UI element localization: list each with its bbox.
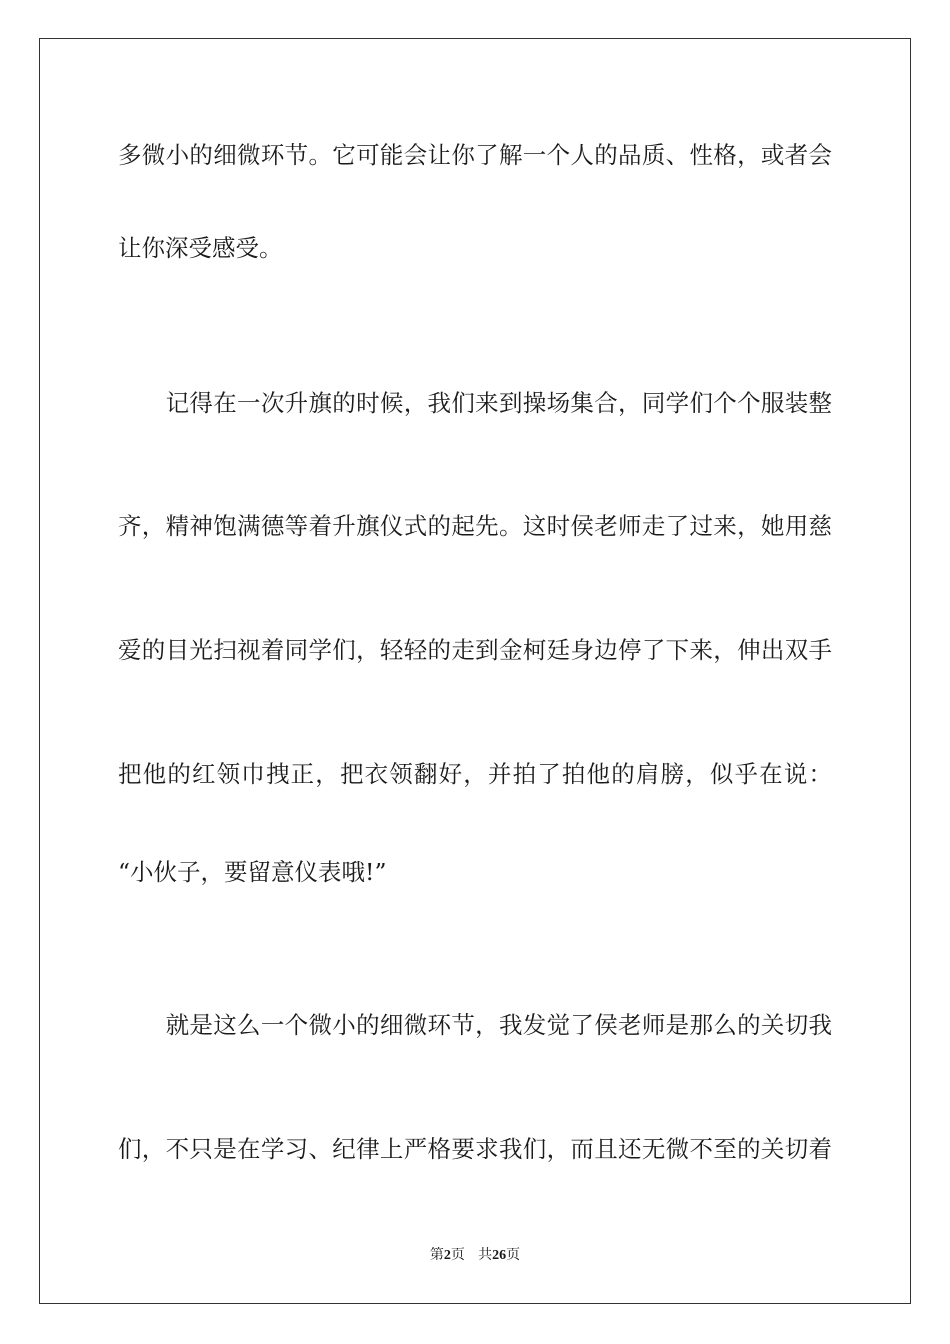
footer-total-prefix: 共 <box>478 1247 493 1263</box>
footer-total-suffix: 页 <box>506 1247 521 1263</box>
paragraph-line-1: 多微小的细微环节。它可能会让你了解一个人的品质、性格，或者会 <box>118 141 832 169</box>
footer-total-pages: 26 <box>492 1248 507 1263</box>
footer-page-prefix: 第 <box>429 1247 444 1263</box>
paragraph-line-2: 让你深受感受。 <box>118 234 283 262</box>
paragraph-line-5: 爱的目光扫视着同学们，轻轻的走到金柯廷身边停了下来，伸出双手 <box>118 636 832 664</box>
footer-page-suffix: 页 <box>450 1247 465 1263</box>
footer-page-number: 2 <box>443 1248 451 1263</box>
paragraph-line-8: 就是这么一个微小的细微环节，我发觉了侯老师是那么的关切我 <box>118 1011 832 1039</box>
paragraph-line-6: 把他的红领巾拽正，把衣领翻好，并拍了拍他的肩膀，似乎在说： <box>118 760 832 788</box>
paragraph-line-3: 记得在一次升旗的时候，我们来到操场集合，同学们个个服装整 <box>118 389 832 417</box>
paragraph-line-9: 们，不只是在学习、纪律上严格要求我们，而且还无微不至的关切着 <box>118 1135 832 1163</box>
page-footer <box>0 1245 950 1266</box>
paragraph-line-4: 齐，精神饱满德等着升旗仪式的起先。这时侯老师走了过来，她用慈 <box>118 512 832 540</box>
paragraph-line-7: “小伙子，要留意仪表哦!” <box>118 858 387 886</box>
footer-separator <box>465 1247 478 1263</box>
